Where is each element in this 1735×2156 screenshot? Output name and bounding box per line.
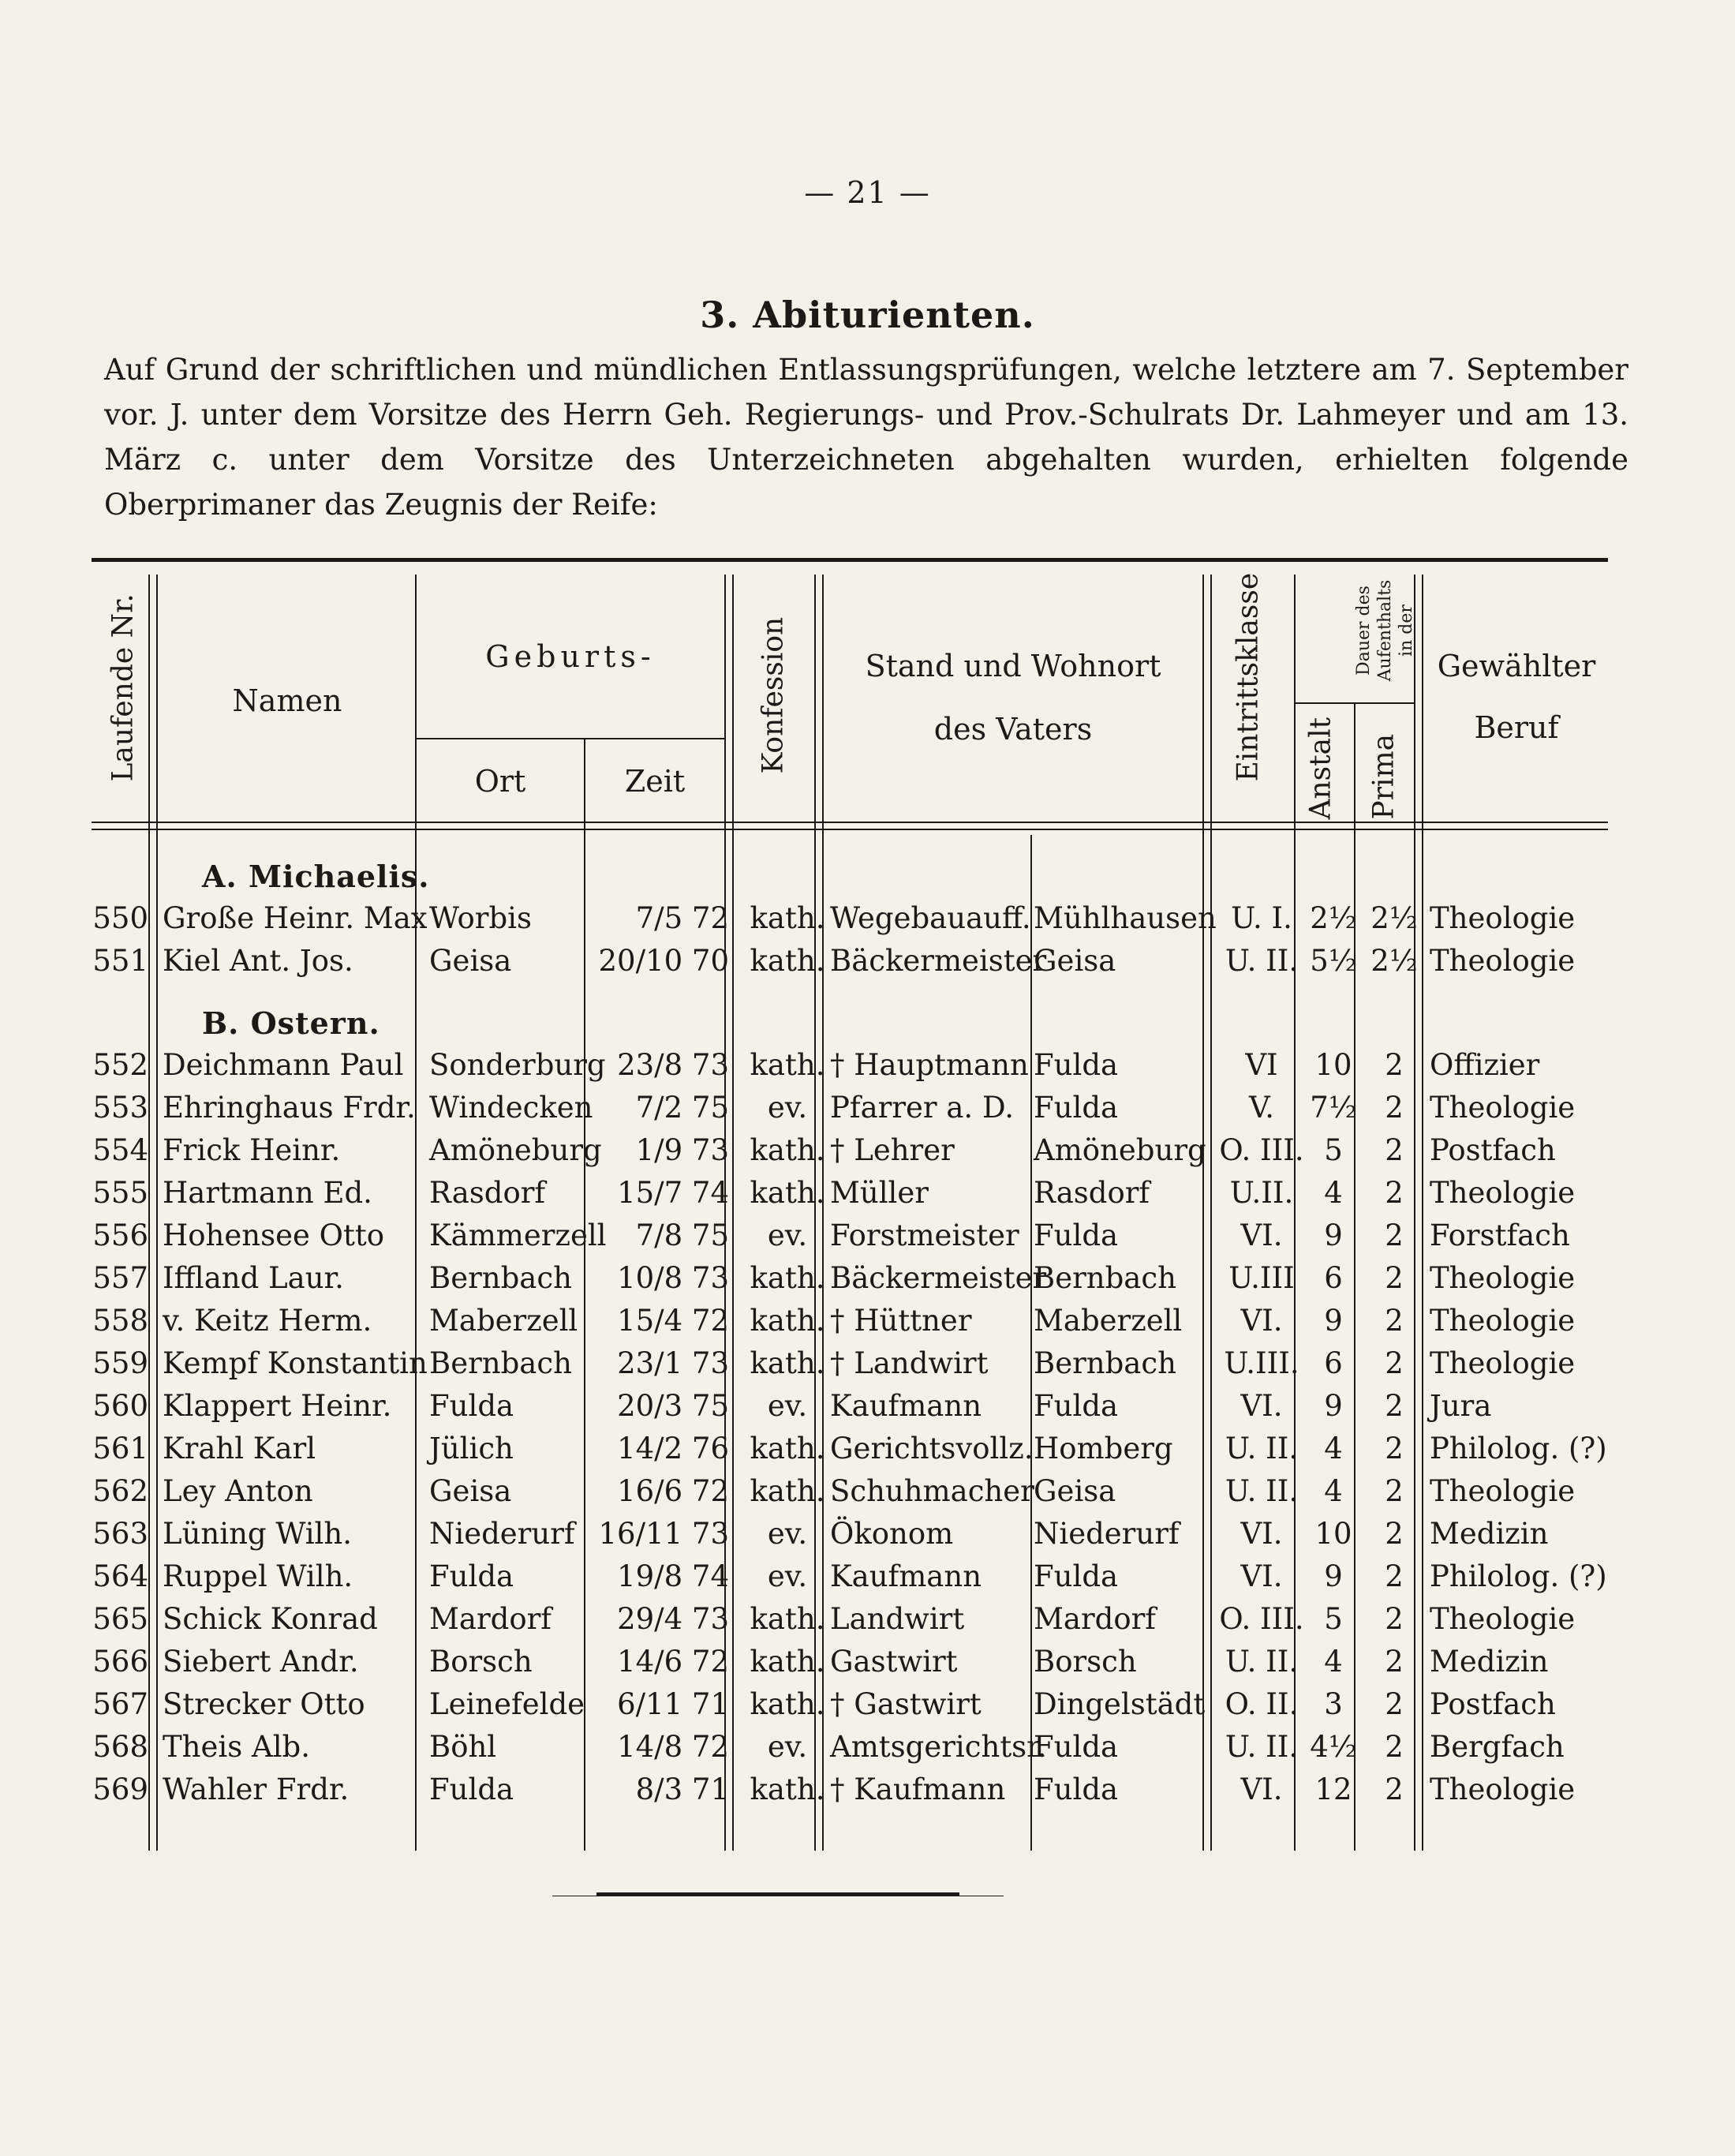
table-row (92, 1687, 1608, 1730)
cell-stand: † Hüttner (830, 1304, 972, 1338)
cell-nr: 568 (92, 1730, 148, 1764)
cell-zeit: 23/8 73 (617, 1048, 729, 1082)
table-row (92, 1559, 1608, 1602)
cell-prima: 2 (1385, 1048, 1404, 1082)
cell-klasse: VI. (1240, 1559, 1283, 1593)
cell-name: Ruppel Wilh. (163, 1559, 353, 1593)
cell-stand: Forstmeister (830, 1218, 1019, 1252)
cell-stand: † Landwirt (830, 1346, 989, 1380)
header-eintrittsklasse: Eintrittsklasse (1232, 572, 1265, 782)
cell-beruf: Offizier (1430, 1048, 1540, 1082)
table-row (92, 1133, 1608, 1176)
cell-konfession: kath. (750, 1772, 825, 1806)
cell-klasse: VI. (1240, 1517, 1283, 1551)
cell-ort: Leinefelde (429, 1687, 585, 1721)
cell-ort: Böhl (429, 1730, 497, 1764)
cell-konfession: kath. (750, 1261, 825, 1295)
cell-anstalt: 2½ (1310, 901, 1357, 935)
cell-name: Hartmann Ed. (163, 1176, 372, 1210)
cell-name: Krahl Karl (163, 1432, 316, 1465)
cell-anstalt: 9 (1324, 1218, 1343, 1252)
cell-zeit: 14/8 72 (617, 1730, 729, 1764)
cell-konfession: kath. (750, 1176, 825, 1210)
cell-beruf: Philolog. (?) (1430, 1559, 1607, 1593)
cell-zeit: 14/6 72 (617, 1645, 729, 1679)
cell-stand: † Gastwirt (830, 1687, 982, 1721)
cell-zeit: 15/4 72 (617, 1304, 729, 1338)
cell-zeit: 7/5 72 (635, 901, 729, 935)
cell-zeit: 15/7 74 (617, 1176, 729, 1210)
header-anstalt: Anstalt (1304, 717, 1337, 820)
cell-beruf: Medizin (1430, 1517, 1549, 1551)
group-title: B. Ostern. (202, 1005, 380, 1041)
cell-stand: Müller (830, 1176, 929, 1210)
cell-klasse: O. III. (1219, 1133, 1304, 1167)
cell-nr: 554 (92, 1133, 148, 1167)
cell-ort: Jülich (429, 1432, 514, 1465)
cell-nr: 560 (92, 1389, 148, 1423)
table-row (92, 1346, 1608, 1389)
cell-konfession: kath. (750, 901, 825, 935)
cell-prima: 2 (1385, 1389, 1404, 1423)
cell-stand: Wegebauauff. (830, 901, 1031, 935)
cell-beruf: Bergfach (1430, 1730, 1565, 1764)
cell-wohnort: Homberg (1034, 1432, 1173, 1465)
cell-ort: Niederurf (429, 1517, 575, 1551)
cell-stand: Kaufmann (830, 1389, 982, 1423)
cell-ort: Maberzell (429, 1304, 578, 1338)
header-geburts: Geburts- (485, 639, 656, 674)
table-row (92, 1048, 1608, 1091)
cell-stand: Landwirt (830, 1602, 965, 1636)
cell-klasse: U. II. (1225, 1474, 1299, 1508)
cell-name: Hohensee Otto (163, 1218, 384, 1252)
cell-wohnort: Maberzell (1034, 1304, 1183, 1338)
cell-name: Wahler Frdr. (163, 1772, 350, 1806)
cell-stand: Gerichtsvollz. (830, 1432, 1034, 1465)
cell-wohnort: Mardorf (1034, 1602, 1156, 1636)
cell-stand: Amtsgerichtsr. (830, 1730, 1047, 1764)
cell-nr: 555 (92, 1176, 148, 1210)
cell-ort: Borsch (429, 1645, 533, 1679)
header-dauer-line2: Aufenthalts (1375, 579, 1395, 682)
cell-prima: 2 (1385, 1304, 1404, 1338)
cell-klasse: U. II. (1225, 1645, 1299, 1679)
cell-beruf: Theologie (1430, 1346, 1576, 1380)
cell-konfession: ev. (767, 1091, 808, 1125)
cell-prima: 2 (1385, 1645, 1404, 1679)
cell-konfession: kath. (750, 1645, 825, 1679)
cell-name: Klappert Heinr. (163, 1389, 392, 1423)
cell-zeit: 23/1 73 (617, 1346, 729, 1380)
cell-prima: 2 (1385, 1730, 1404, 1764)
cell-ort: Sonderburg (429, 1048, 606, 1082)
cell-beruf: Philolog. (?) (1430, 1432, 1607, 1465)
cell-zeit: 14/2 76 (617, 1432, 729, 1465)
table-row (92, 1645, 1608, 1687)
cell-nr: 566 (92, 1645, 148, 1679)
cell-nr: 565 (92, 1602, 148, 1636)
cell-name: Theis Alb. (163, 1730, 310, 1764)
end-ornament-rule (596, 1892, 959, 1896)
cell-konfession: ev. (767, 1218, 808, 1252)
cell-klasse: O. II. (1225, 1687, 1299, 1721)
table-row (92, 1474, 1608, 1517)
cell-wohnort: Geisa (1034, 1474, 1116, 1508)
cell-wohnort: Fulda (1034, 1091, 1119, 1125)
page-number: — 21 — (804, 175, 931, 210)
cell-zeit: 20/10 70 (598, 944, 729, 978)
table-top-rule (92, 558, 1608, 562)
cell-beruf: Theologie (1430, 944, 1576, 978)
table-row (92, 1261, 1608, 1304)
cell-wohnort: Fulda (1034, 1559, 1119, 1593)
cell-name: Iffland Laur. (163, 1261, 344, 1295)
cell-name: Ley Anton (163, 1474, 313, 1508)
cell-konfession: kath. (750, 1602, 825, 1636)
cell-prima: 2 (1385, 1432, 1404, 1465)
cell-konfession: kath. (750, 1304, 825, 1338)
header-nr: Laufende Nr. (107, 593, 140, 782)
cell-stand: † Lehrer (830, 1133, 955, 1167)
cell-zeit: 8/3 71 (635, 1772, 729, 1806)
cell-prima: 2 (1385, 1176, 1404, 1210)
cell-konfession: kath. (750, 1432, 825, 1465)
cell-name: Kiel Ant. Jos. (163, 944, 353, 978)
cell-konfession: kath. (750, 1346, 825, 1380)
header-ort: Ort (474, 764, 526, 799)
cell-name: Deichmann Paul (163, 1048, 404, 1082)
cell-klasse: U.III (1228, 1261, 1295, 1295)
header-dauer-line3: in der (1397, 605, 1416, 657)
cell-stand: Gastwirt (830, 1645, 958, 1679)
cell-zeit: 6/11 71 (617, 1687, 729, 1721)
cell-ort: Geisa (429, 944, 512, 978)
cell-prima: 2½ (1370, 901, 1418, 935)
cell-nr: 559 (92, 1346, 148, 1380)
cell-klasse: VI (1245, 1048, 1278, 1082)
group-title: A. Michaelis. (202, 859, 430, 894)
header-bottom-rule (92, 829, 1608, 830)
cell-beruf: Theologie (1430, 1176, 1576, 1210)
cell-anstalt: 6 (1324, 1346, 1343, 1380)
cell-nr: 561 (92, 1432, 148, 1465)
cell-prima: 2 (1385, 1474, 1404, 1508)
cell-beruf: Theologie (1430, 1474, 1576, 1508)
cell-anstalt: 9 (1324, 1559, 1343, 1593)
cell-prima: 2 (1385, 1218, 1404, 1252)
cell-konfession: kath. (750, 1474, 825, 1508)
table-row (92, 1517, 1608, 1559)
cell-anstalt: 10 (1314, 1517, 1352, 1551)
cell-beruf: Postfach (1430, 1133, 1556, 1167)
cell-beruf: Postfach (1430, 1687, 1556, 1721)
header-bottom-rule (92, 822, 1608, 823)
cell-konfession: kath. (750, 944, 825, 978)
cell-anstalt: 5½ (1310, 944, 1357, 978)
cell-anstalt: 7½ (1310, 1091, 1357, 1125)
cell-beruf: Theologie (1430, 1261, 1576, 1295)
cell-zeit: 16/6 72 (617, 1474, 729, 1508)
cell-ort: Mardorf (429, 1602, 552, 1636)
cell-stand: Schuhmacher (830, 1474, 1034, 1508)
cell-nr: 556 (92, 1218, 148, 1252)
cell-wohnort: Niederurf (1034, 1517, 1180, 1551)
cell-anstalt: 10 (1314, 1048, 1352, 1082)
cell-beruf: Jura (1430, 1389, 1492, 1423)
header-prima: Prima (1367, 733, 1400, 820)
cell-anstalt: 4 (1324, 1432, 1343, 1465)
cell-nr: 553 (92, 1091, 148, 1125)
header-konfession: Konfession (757, 616, 790, 774)
cell-prima: 2 (1385, 1517, 1404, 1551)
cell-name: Lüning Wilh. (163, 1517, 352, 1551)
cell-wohnort: Bernbach (1034, 1261, 1176, 1295)
cell-nr: 552 (92, 1048, 148, 1082)
table-row (92, 1389, 1608, 1432)
header-beruf-line2: Beruf (1474, 710, 1559, 745)
cell-name: v. Keitz Herm. (163, 1304, 372, 1338)
cell-ort: Amöneburg (429, 1133, 602, 1167)
cell-zeit: 29/4 73 (617, 1602, 729, 1636)
cell-stand: Ökonom (830, 1517, 954, 1551)
cell-klasse: VI. (1240, 1218, 1283, 1252)
cell-ort: Geisa (429, 1474, 512, 1508)
cell-zeit: 20/3 75 (617, 1389, 729, 1423)
cell-prima: 2 (1385, 1559, 1404, 1593)
cell-nr: 551 (92, 944, 148, 978)
cell-zeit: 10/8 73 (617, 1261, 729, 1295)
cell-zeit: 1/9 73 (635, 1133, 729, 1167)
cell-beruf: Medizin (1430, 1645, 1549, 1679)
cell-ort: Fulda (429, 1389, 514, 1423)
cell-konfession: ev. (767, 1559, 808, 1593)
cell-konfession: kath. (750, 1687, 825, 1721)
cell-klasse: U.II. (1229, 1176, 1294, 1210)
table-row (92, 1432, 1608, 1474)
cell-name: Siebert Andr. (163, 1645, 359, 1679)
cell-klasse: U. II. (1225, 1432, 1299, 1465)
cell-anstalt: 4 (1324, 1176, 1343, 1210)
cell-prima: 2 (1385, 1687, 1404, 1721)
cell-anstalt: 5 (1324, 1133, 1343, 1167)
cell-nr: 564 (92, 1559, 148, 1593)
table-row (92, 1602, 1608, 1645)
header-zeit: Zeit (624, 764, 686, 799)
cell-prima: 2 (1385, 1772, 1404, 1806)
cell-klasse: U.III. (1224, 1346, 1299, 1380)
cell-ort: Fulda (429, 1772, 514, 1806)
table-row (92, 1730, 1608, 1772)
geburts-subrule (415, 738, 724, 739)
cell-anstalt: 6 (1324, 1261, 1343, 1295)
cell-wohnort: Fulda (1034, 1772, 1119, 1806)
cell-anstalt: 5 (1324, 1602, 1343, 1636)
cell-wohnort: Fulda (1034, 1048, 1119, 1082)
cell-konfession: kath. (750, 1048, 825, 1082)
table-row (92, 944, 1608, 986)
header-dauer-line1: Dauer des (1354, 586, 1374, 676)
table-row (92, 1218, 1608, 1261)
cell-zeit: 16/11 73 (598, 1517, 729, 1551)
cell-anstalt: 9 (1324, 1304, 1343, 1338)
cell-anstalt: 4½ (1310, 1730, 1357, 1764)
cell-nr: 558 (92, 1304, 148, 1338)
header-stand-line1: Stand und Wohnort (865, 649, 1161, 683)
cell-beruf: Theologie (1430, 1602, 1576, 1636)
cell-name: Frick Heinr. (163, 1133, 341, 1167)
cell-wohnort: Mühlhausen (1034, 901, 1217, 935)
cell-wohnort: Borsch (1034, 1645, 1137, 1679)
cell-prima: 2 (1385, 1602, 1404, 1636)
cell-anstalt: 4 (1324, 1474, 1343, 1508)
cell-konfession: ev. (767, 1389, 808, 1423)
cell-prima: 2 (1385, 1261, 1404, 1295)
cell-ort: Bernbach (429, 1346, 572, 1380)
cell-prima: 2½ (1370, 944, 1418, 978)
cell-wohnort: Amöneburg (1034, 1133, 1206, 1167)
cell-wohnort: Bernbach (1034, 1346, 1176, 1380)
cell-beruf: Theologie (1430, 1304, 1576, 1338)
table-row (92, 1304, 1608, 1346)
cell-name: Kempf Konstantin (163, 1346, 428, 1380)
cell-nr: 567 (92, 1687, 148, 1721)
cell-nr: 550 (92, 901, 148, 935)
cell-ort: Bernbach (429, 1261, 572, 1295)
cell-konfession: ev. (767, 1730, 808, 1764)
cell-name: Schick Konrad (163, 1602, 378, 1636)
cell-klasse: VI. (1240, 1389, 1283, 1423)
cell-stand: Bäckermeister (830, 944, 1047, 978)
table-row (92, 1176, 1608, 1218)
cell-stand: † Kaufmann (830, 1772, 1006, 1806)
cell-stand: Pfarrer a. D. (830, 1091, 1015, 1125)
cell-klasse: VI. (1240, 1304, 1283, 1338)
cell-beruf: Theologie (1430, 901, 1576, 935)
section-title: 3. Abiturienten. (700, 294, 1035, 336)
cell-anstalt: 4 (1324, 1645, 1343, 1679)
cell-name: Ehringhaus Frdr. (163, 1091, 416, 1125)
cell-stand: Kaufmann (830, 1559, 982, 1593)
cell-klasse: U. I. (1231, 901, 1292, 935)
cell-ort: Worbis (429, 901, 532, 935)
cell-zeit: 19/8 74 (617, 1559, 729, 1593)
cell-ort: Rasdorf (429, 1176, 546, 1210)
cell-klasse: U. II. (1225, 1730, 1299, 1764)
cell-prima: 2 (1385, 1091, 1404, 1125)
header-beruf-line1: Gewählter (1437, 649, 1596, 683)
cell-anstalt: 12 (1314, 1772, 1352, 1806)
table-row (92, 1091, 1608, 1133)
header-stand-line2: des Vaters (933, 712, 1093, 747)
cell-konfession: ev. (767, 1517, 808, 1551)
cell-wohnort: Rasdorf (1034, 1176, 1150, 1210)
table-row (92, 1772, 1608, 1815)
header-name: Namen (232, 683, 342, 718)
intro-paragraph: Auf Grund der schriftlichen und mündlichen Entlassungsprüfungen, welche letztere am 7. September vor. J. unter dem Vorsitze des Herrn Geh. Regierungs- und Prov.-Schulrats Dr. Lahmeyer und am 13. März c. unter dem Vorsitze des Unterzeichneten abgehalten wurden, erhielten folgende Oberprimaner das Zeugnis der Reife: (104, 353, 1628, 522)
cell-nr: 569 (92, 1772, 148, 1806)
cell-name: Große Heinr. Max (163, 901, 428, 935)
cell-stand: Bäckermeister (830, 1261, 1047, 1295)
cell-zeit: 7/8 75 (635, 1218, 729, 1252)
cell-anstalt: 9 (1324, 1389, 1343, 1423)
cell-wohnort: Fulda (1034, 1218, 1119, 1252)
cell-stand: † Hauptmann (830, 1048, 1029, 1082)
cell-klasse: U. II. (1225, 944, 1299, 978)
cell-konfession: kath. (750, 1133, 825, 1167)
cell-zeit: 7/2 75 (635, 1091, 729, 1125)
cell-anstalt: 3 (1324, 1687, 1343, 1721)
cell-prima: 2 (1385, 1133, 1404, 1167)
cell-wohnort: Dingelstädt (1034, 1687, 1206, 1721)
cell-ort: Windecken (429, 1091, 593, 1125)
cell-ort: Fulda (429, 1559, 514, 1593)
cell-beruf: Theologie (1430, 1772, 1576, 1806)
cell-beruf: Theologie (1430, 1091, 1576, 1125)
cell-nr: 562 (92, 1474, 148, 1508)
cell-klasse: O. III. (1219, 1602, 1304, 1636)
cell-wohnort: Fulda (1034, 1730, 1119, 1764)
cell-wohnort: Geisa (1034, 944, 1116, 978)
cell-klasse: V. (1248, 1091, 1274, 1125)
cell-name: Strecker Otto (163, 1687, 365, 1721)
cell-prima: 2 (1385, 1346, 1404, 1380)
cell-ort: Kämmerzell (429, 1218, 607, 1252)
cell-nr: 563 (92, 1517, 148, 1551)
cell-beruf: Forstfach (1430, 1218, 1570, 1252)
cell-klasse: VI. (1240, 1772, 1283, 1806)
cell-wohnort: Fulda (1034, 1389, 1119, 1423)
cell-nr: 557 (92, 1261, 148, 1295)
table-row (92, 901, 1608, 944)
